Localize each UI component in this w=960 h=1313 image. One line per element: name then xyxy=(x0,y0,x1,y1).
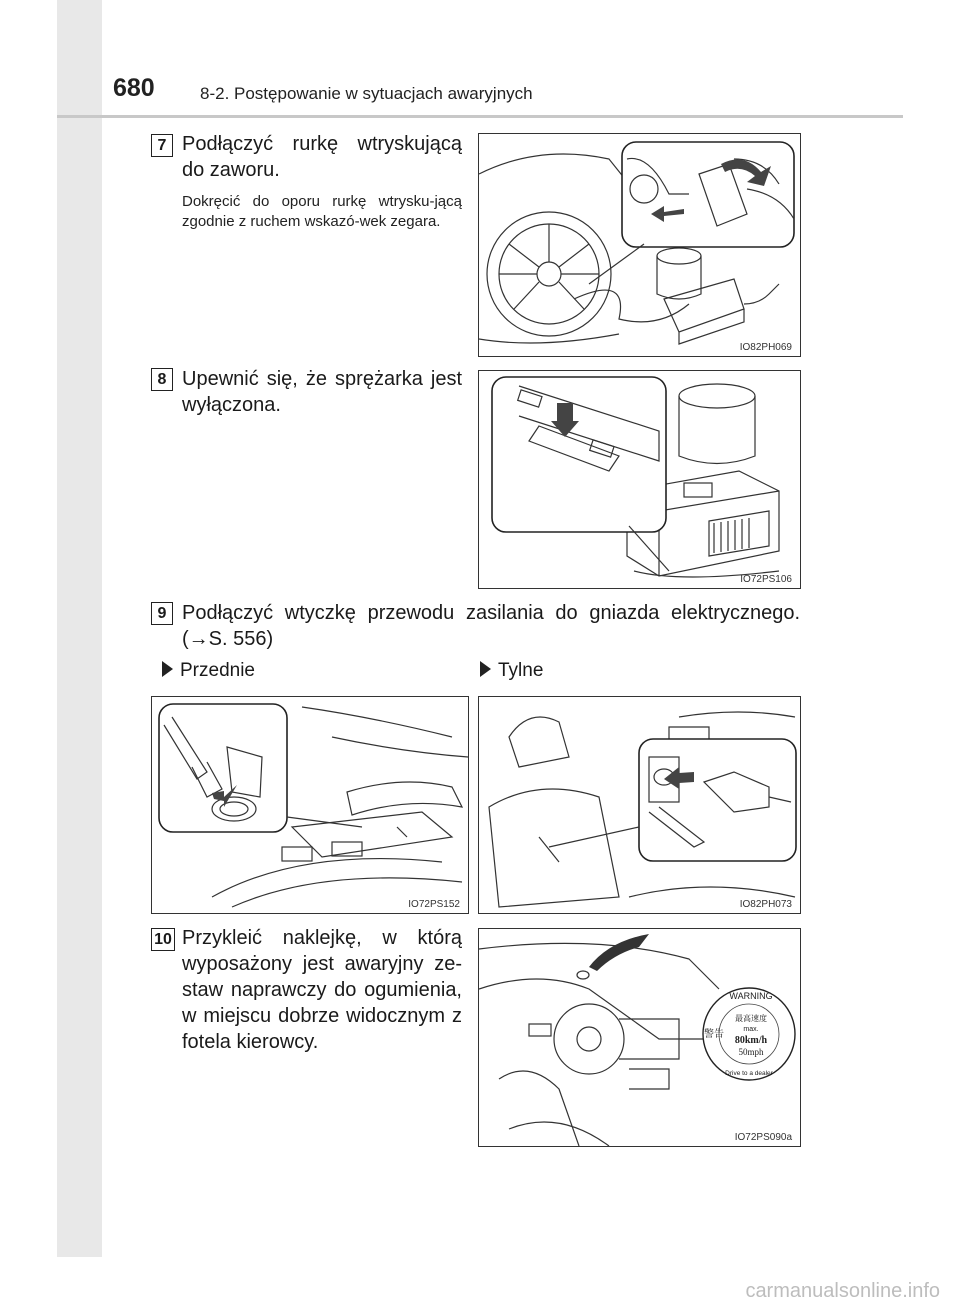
step-7-subtext: Dokręcić do oporu rurkę wtrysku-jącą zgodnie z ruchem wskazó-wek zegara. xyxy=(182,193,462,230)
sticker-warning-text: WARNING xyxy=(729,991,773,1001)
figure-code: IO72PS152 xyxy=(408,899,460,910)
rear-outlet-heading xyxy=(480,660,543,682)
figure-rear-outlet xyxy=(478,696,801,914)
sticker-max: max. xyxy=(743,1026,759,1033)
figure-code: IO82PH073 xyxy=(739,899,792,910)
step-number-10: 10 xyxy=(151,928,175,951)
sticker-drive-text: Drive to a dealer xyxy=(725,1070,773,1077)
sticker-kmh: 80km/h xyxy=(734,1035,768,1046)
step-8-text: Upewnić się, że sprężarka jest wyłączona. xyxy=(182,368,462,416)
step-number-7: 7 xyxy=(151,134,173,157)
sticker-mph: 50mph xyxy=(738,1047,764,1057)
figure-code: IO82PH069 xyxy=(739,342,792,353)
rear-outlet-illustration xyxy=(479,697,800,913)
figure-code: IO72PS090a xyxy=(734,1132,792,1143)
rear-outlet-label: Tylne xyxy=(498,660,544,681)
step-number-8: 8 xyxy=(151,368,173,391)
step-10-text: Przykleić naklejkę, w którą wyposażony jest awaryjny ze-staw naprawczy do ogumienia, w miejscu dobrze widocznym z fotela kierowcy. xyxy=(182,927,462,1053)
sticker-placement-illustration xyxy=(479,929,800,1146)
figure-front-outlet xyxy=(151,696,469,914)
step-9-text: Podłączyć wtyczkę przewodu zasilania do gniazda elektrycznego. (→S. 556) xyxy=(182,602,800,650)
page-margin-bar xyxy=(57,0,102,1257)
front-outlet-illustration xyxy=(152,697,468,913)
header-rule xyxy=(57,115,903,118)
front-outlet-label: Przednie xyxy=(180,660,255,681)
warning-sticker-badge xyxy=(703,988,795,1080)
figure-warning-sticker xyxy=(478,928,801,1147)
figure-compressor-switch xyxy=(478,370,801,589)
page-number: 680 xyxy=(113,74,155,102)
injection-hose-illustration xyxy=(479,134,800,356)
triangle-bullet-icon xyxy=(480,661,491,677)
step-7-text: Podłączyć rurkę wtryskującą do zaworu. xyxy=(182,133,462,181)
section-title: 8-2. Postępowanie w sytuacjach awaryjnych xyxy=(200,84,533,103)
sticker-jp-title: 最高速度 xyxy=(735,1014,767,1023)
sticker-jp-warning-text: 警告 xyxy=(704,1029,724,1040)
triangle-bullet-icon xyxy=(162,661,173,677)
step-number-9: 9 xyxy=(151,602,173,625)
watermark: carmanualsonline.info xyxy=(745,1280,940,1302)
figure-injection-hose xyxy=(478,133,801,357)
figure-code: IO72PS106 xyxy=(740,574,792,585)
front-outlet-heading xyxy=(162,660,255,682)
compressor-switch-illustration xyxy=(479,371,800,588)
